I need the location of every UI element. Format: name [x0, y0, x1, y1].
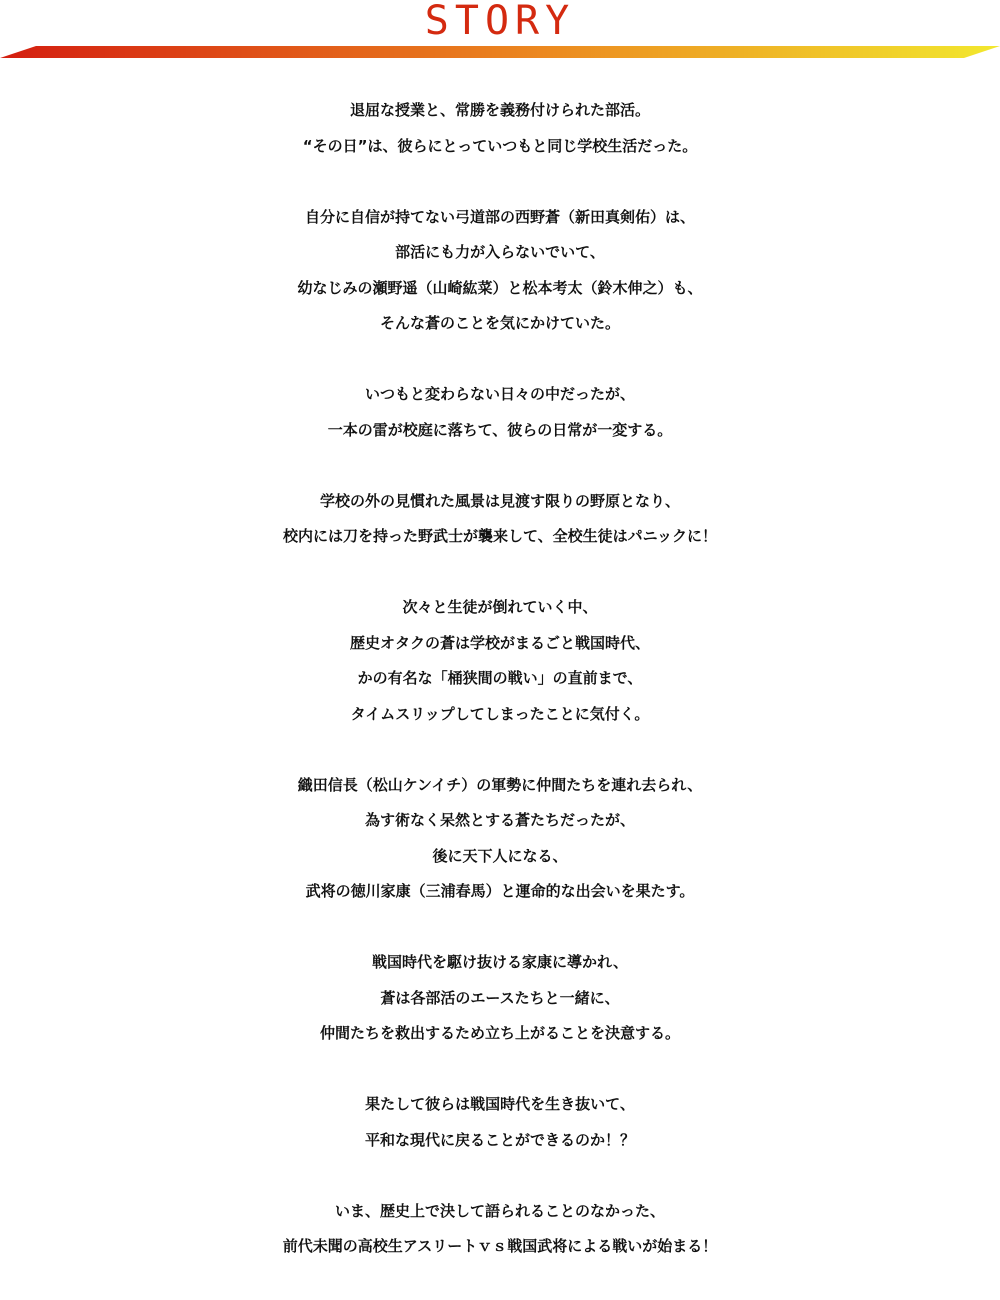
story-line: かの有名な「桶狭間の戦い」の直前まで、 — [357, 669, 643, 687]
story-paragraph — [0, 768, 1000, 910]
story-line: 武将の徳川家康（三浦春馬）と運命的な出会いを果たす。 — [305, 882, 695, 900]
story-line: 自分に自信が持てない弓道部の西野蒼（新田真剣佑）は、 — [304, 207, 695, 226]
story-line: 歴史オタクの蒼は学校がまるごと戦国時代、 — [349, 633, 650, 652]
story-line: 仲間たちを救出するため立ち上がることを決意する。 — [319, 1024, 680, 1042]
story-line: 後に天下人になる、 — [432, 846, 568, 865]
story-line: 学校の外の見慣れた風景は見渡す限りの野原となり、 — [319, 491, 680, 510]
story-paragraph — [0, 484, 1000, 555]
title-underline-bar — [0, 46, 1000, 60]
story-line: いつもと変わらない日々の中だったが、 — [364, 385, 635, 403]
story-paragraph — [0, 590, 1000, 732]
story-header — [0, 0, 1000, 60]
story-line: 織田信長（松山ケンイチ）の軍勢に仲間たちを連れ去られ、 — [297, 775, 703, 794]
story-line: 前代未聞の高校生アスリートｖｓ戦国武将による戦いが始まる！ — [282, 1237, 718, 1255]
story-paragraph — [0, 93, 1000, 164]
story-line: 果たして彼らは戦国時代を生き抜いて、 — [365, 1095, 635, 1113]
story-line: タイムスリップしてしまったことに気付く。 — [350, 704, 650, 723]
story-line: 部活にも力が入らないでいて、 — [395, 243, 605, 261]
story-line: 戦国時代を駆け抜ける家康に導かれ、 — [372, 953, 628, 971]
story-line: 一本の雷が校庭に落ちて、彼らの日常が一変する。 — [327, 420, 673, 439]
story-paragraph — [0, 377, 1000, 448]
gradient-bar-shape — [0, 46, 1000, 58]
story-line: 校内には刀を持った野武士が襲来して、全校生徒はパニックに！ — [282, 527, 718, 545]
story-paragraph — [0, 1194, 1000, 1265]
story-paragraph — [0, 945, 1000, 1052]
story-line: 幼なじみの瀬野遥（山崎紘菜）と松本考太（鈴木伸之）も、 — [297, 278, 703, 297]
page-title: STORY — [424, 0, 576, 44]
story-line: “その日”は、彼らにとっていつもと同じ学校生活だった。 — [302, 136, 698, 155]
story-line: 次々と生徒が倒れていく中、 — [402, 598, 598, 616]
story-line: そんな蒼のことを気にかけていた。 — [379, 314, 620, 332]
story-text — [0, 93, 1000, 1300]
story-line: 退屈な授業と、常勝を義務付けられた部活。 — [349, 101, 650, 119]
story-line: 平和な現代に戻ることができるのか！？ — [364, 1130, 635, 1149]
story-line: いま、歴史上で決して語られることのなかった、 — [334, 1201, 665, 1220]
story-line: 為す術なく呆然とする蒼たちだったが、 — [364, 811, 635, 829]
story-paragraph — [0, 1087, 1000, 1158]
story-line: 蒼は各部活のエースたちと一緒に、 — [380, 988, 620, 1007]
story-paragraph — [0, 200, 1000, 342]
